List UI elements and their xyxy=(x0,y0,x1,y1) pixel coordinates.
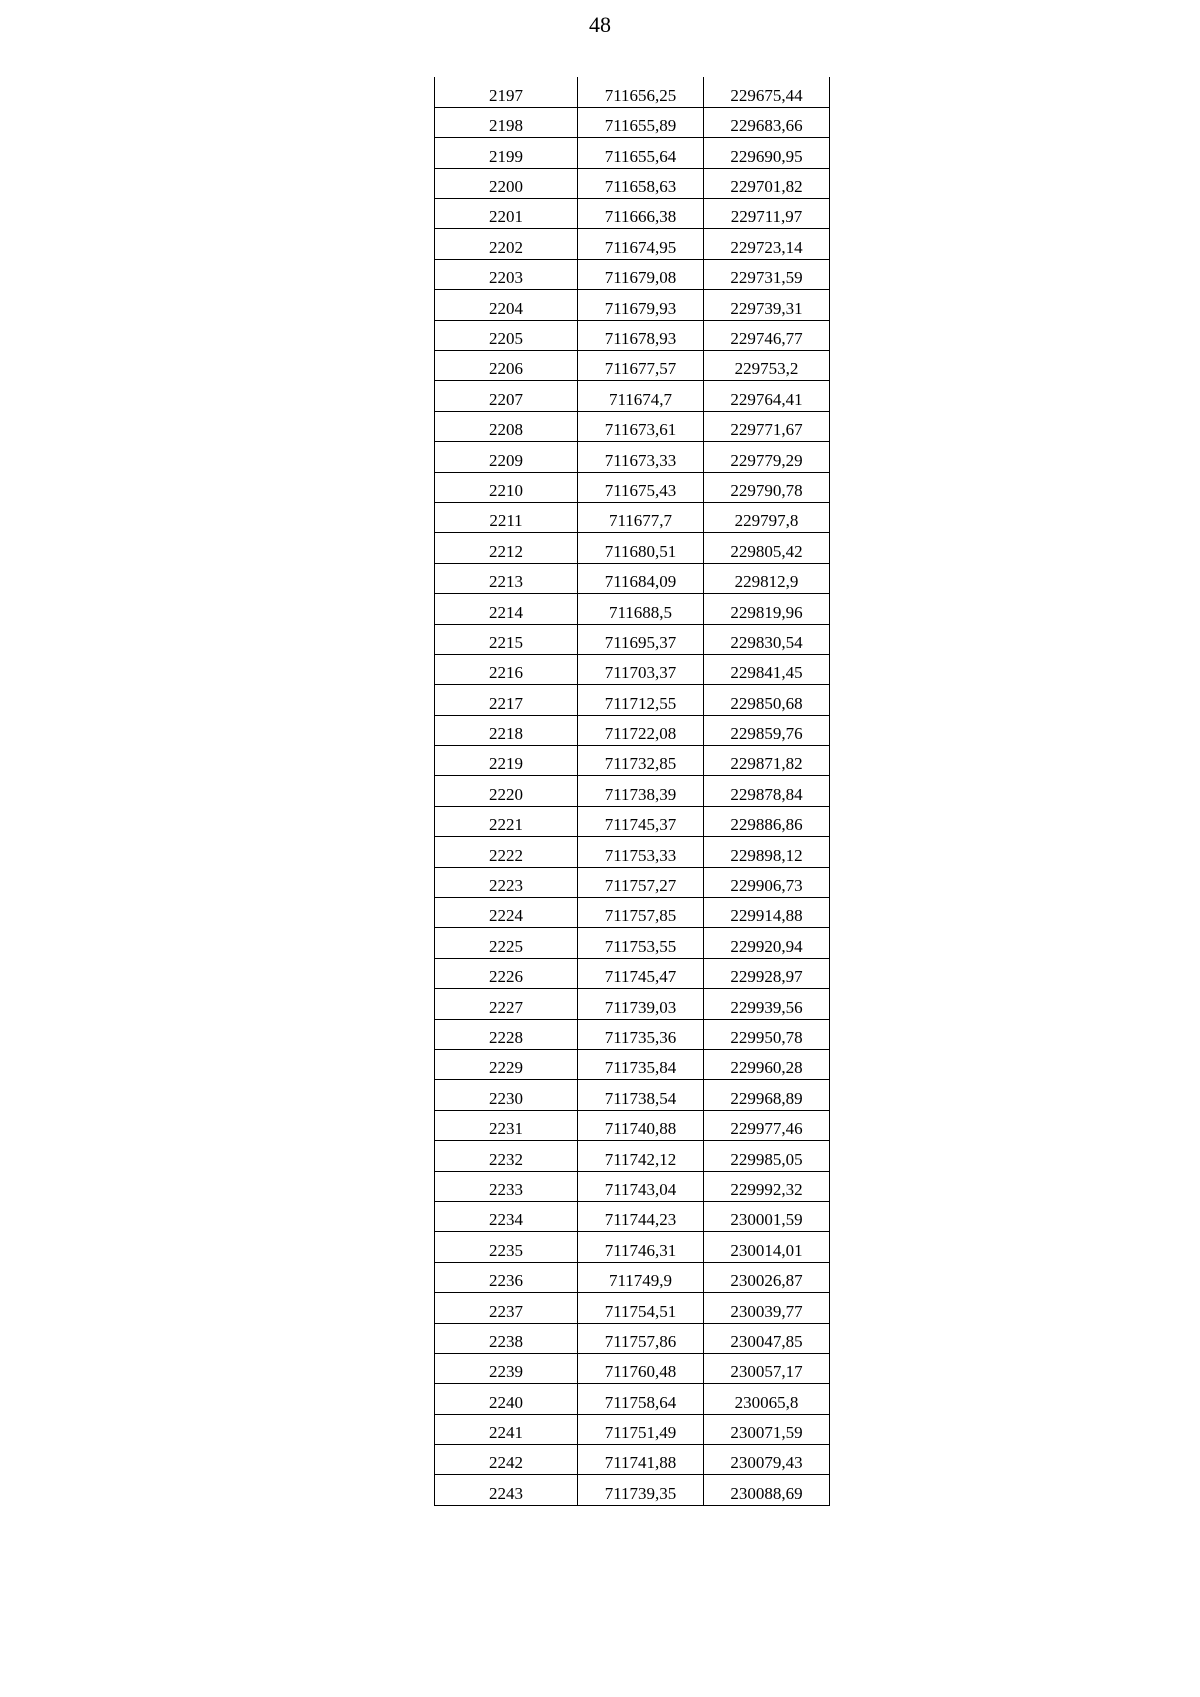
table-row xyxy=(435,1475,830,1505)
x-coordinate-cell: 711757,86 xyxy=(578,1323,704,1353)
x-coordinate-cell: 711673,33 xyxy=(578,442,704,472)
x-coordinate-cell: 711745,47 xyxy=(578,958,704,988)
x-coordinate-cell: 711757,85 xyxy=(578,898,704,928)
x-coordinate-cell: 711743,04 xyxy=(578,1171,704,1201)
x-coordinate-cell: 711753,55 xyxy=(578,928,704,958)
x-coordinate-cell: 711758,64 xyxy=(578,1384,704,1414)
table-row xyxy=(435,898,830,928)
point-number-cell: 2239 xyxy=(435,1353,578,1383)
y-coordinate-cell: 230001,59 xyxy=(704,1201,830,1231)
point-number-cell: 2242 xyxy=(435,1445,578,1475)
point-number-cell: 2228 xyxy=(435,1019,578,1049)
table-row xyxy=(435,867,830,897)
point-number-cell: 2230 xyxy=(435,1080,578,1110)
table-row xyxy=(435,502,830,532)
table-row xyxy=(435,472,830,502)
x-coordinate-cell: 711732,85 xyxy=(578,746,704,776)
y-coordinate-cell: 229950,78 xyxy=(704,1019,830,1049)
y-coordinate-cell: 229711,97 xyxy=(704,199,830,229)
point-number-cell: 2207 xyxy=(435,381,578,411)
x-coordinate-cell: 711754,51 xyxy=(578,1293,704,1323)
x-coordinate-cell: 711658,63 xyxy=(578,168,704,198)
y-coordinate-cell: 229830,54 xyxy=(704,624,830,654)
y-coordinate-cell: 229859,76 xyxy=(704,715,830,745)
point-number-cell: 2227 xyxy=(435,989,578,1019)
point-number-cell: 2205 xyxy=(435,320,578,350)
table-row xyxy=(435,1171,830,1201)
x-coordinate-cell: 711695,37 xyxy=(578,624,704,654)
y-coordinate-cell: 229871,82 xyxy=(704,746,830,776)
table-row xyxy=(435,1414,830,1444)
table-row xyxy=(435,837,830,867)
table-row xyxy=(435,1019,830,1049)
point-number-cell: 2220 xyxy=(435,776,578,806)
x-coordinate-cell: 711678,93 xyxy=(578,320,704,350)
y-coordinate-cell: 229968,89 xyxy=(704,1080,830,1110)
y-coordinate-cell: 229914,88 xyxy=(704,898,830,928)
table-row xyxy=(435,1201,830,1231)
y-coordinate-cell: 229939,56 xyxy=(704,989,830,1019)
x-coordinate-cell: 711735,84 xyxy=(578,1050,704,1080)
y-coordinate-cell: 230065,8 xyxy=(704,1384,830,1414)
point-number-cell: 2201 xyxy=(435,199,578,229)
y-coordinate-cell: 229992,32 xyxy=(704,1171,830,1201)
table-row xyxy=(435,290,830,320)
point-number-cell: 2241 xyxy=(435,1414,578,1444)
point-number-cell: 2203 xyxy=(435,259,578,289)
table-row xyxy=(435,1293,830,1323)
y-coordinate-cell: 229985,05 xyxy=(704,1141,830,1171)
x-coordinate-cell: 711760,48 xyxy=(578,1353,704,1383)
y-coordinate-cell: 229764,41 xyxy=(704,381,830,411)
y-coordinate-cell: 230079,43 xyxy=(704,1445,830,1475)
y-coordinate-cell: 230088,69 xyxy=(704,1475,830,1505)
page-number: 48 xyxy=(589,12,611,37)
x-coordinate-cell: 711757,27 xyxy=(578,867,704,897)
table-row xyxy=(435,594,830,624)
point-number-cell: 2240 xyxy=(435,1384,578,1414)
point-number-cell: 2233 xyxy=(435,1171,578,1201)
table-row xyxy=(435,77,830,107)
table-row xyxy=(435,654,830,684)
x-coordinate-cell: 711738,54 xyxy=(578,1080,704,1110)
table-row xyxy=(435,259,830,289)
y-coordinate-cell: 229920,94 xyxy=(704,928,830,958)
table-row xyxy=(435,168,830,198)
y-coordinate-cell: 229812,9 xyxy=(704,563,830,593)
coordinates-table xyxy=(434,77,830,1506)
table-row xyxy=(435,351,830,381)
x-coordinate-cell: 711666,38 xyxy=(578,199,704,229)
point-number-cell: 2204 xyxy=(435,290,578,320)
point-number-cell: 2235 xyxy=(435,1232,578,1262)
table-row xyxy=(435,715,830,745)
table-row xyxy=(435,806,830,836)
x-coordinate-cell: 711673,61 xyxy=(578,411,704,441)
y-coordinate-cell: 229898,12 xyxy=(704,837,830,867)
x-coordinate-cell: 711744,23 xyxy=(578,1201,704,1231)
y-coordinate-cell: 229771,67 xyxy=(704,411,830,441)
x-coordinate-cell: 711742,12 xyxy=(578,1141,704,1171)
y-coordinate-cell: 229675,44 xyxy=(704,77,830,107)
y-coordinate-cell: 229928,97 xyxy=(704,958,830,988)
point-number-cell: 2238 xyxy=(435,1323,578,1353)
y-coordinate-cell: 229960,28 xyxy=(704,1050,830,1080)
x-coordinate-cell: 711746,31 xyxy=(578,1232,704,1262)
y-coordinate-cell: 229977,46 xyxy=(704,1110,830,1140)
y-coordinate-cell: 229731,59 xyxy=(704,259,830,289)
x-coordinate-cell: 711739,03 xyxy=(578,989,704,1019)
y-coordinate-cell: 229723,14 xyxy=(704,229,830,259)
x-coordinate-cell: 711749,9 xyxy=(578,1262,704,1292)
y-coordinate-cell: 229753,2 xyxy=(704,351,830,381)
table-row xyxy=(435,1445,830,1475)
table-row xyxy=(435,746,830,776)
point-number-cell: 2232 xyxy=(435,1141,578,1171)
table-row xyxy=(435,1262,830,1292)
y-coordinate-cell: 230071,59 xyxy=(704,1414,830,1444)
point-number-cell: 2213 xyxy=(435,563,578,593)
table-row xyxy=(435,320,830,350)
point-number-cell: 2231 xyxy=(435,1110,578,1140)
x-coordinate-cell: 711712,55 xyxy=(578,685,704,715)
x-coordinate-cell: 711741,88 xyxy=(578,1445,704,1475)
coordinates-table-body xyxy=(435,77,830,1505)
point-number-cell: 2219 xyxy=(435,746,578,776)
x-coordinate-cell: 711735,36 xyxy=(578,1019,704,1049)
table-row xyxy=(435,685,830,715)
x-coordinate-cell: 711680,51 xyxy=(578,533,704,563)
table-row xyxy=(435,1080,830,1110)
point-number-cell: 2214 xyxy=(435,594,578,624)
table-row xyxy=(435,989,830,1019)
point-number-cell: 2198 xyxy=(435,107,578,137)
table-row xyxy=(435,1232,830,1262)
table-row xyxy=(435,107,830,137)
point-number-cell: 2218 xyxy=(435,715,578,745)
y-coordinate-cell: 229690,95 xyxy=(704,138,830,168)
point-number-cell: 2216 xyxy=(435,654,578,684)
table-row xyxy=(435,1050,830,1080)
point-number-cell: 2197 xyxy=(435,77,578,107)
x-coordinate-cell: 711675,43 xyxy=(578,472,704,502)
y-coordinate-cell: 230014,01 xyxy=(704,1232,830,1262)
x-coordinate-cell: 711679,93 xyxy=(578,290,704,320)
point-number-cell: 2224 xyxy=(435,898,578,928)
x-coordinate-cell: 711739,35 xyxy=(578,1475,704,1505)
x-coordinate-cell: 711745,37 xyxy=(578,806,704,836)
y-coordinate-cell: 229819,96 xyxy=(704,594,830,624)
table-row xyxy=(435,381,830,411)
y-coordinate-cell: 230039,77 xyxy=(704,1293,830,1323)
point-number-cell: 2208 xyxy=(435,411,578,441)
point-number-cell: 2206 xyxy=(435,351,578,381)
table-row xyxy=(435,1110,830,1140)
x-coordinate-cell: 711740,88 xyxy=(578,1110,704,1140)
table-row xyxy=(435,1384,830,1414)
table-row xyxy=(435,563,830,593)
point-number-cell: 2217 xyxy=(435,685,578,715)
x-coordinate-cell: 711688,5 xyxy=(578,594,704,624)
y-coordinate-cell: 229701,82 xyxy=(704,168,830,198)
table-row xyxy=(435,229,830,259)
point-number-cell: 2202 xyxy=(435,229,578,259)
table-row xyxy=(435,533,830,563)
y-coordinate-cell: 229739,31 xyxy=(704,290,830,320)
x-coordinate-cell: 711677,57 xyxy=(578,351,704,381)
point-number-cell: 2225 xyxy=(435,928,578,958)
table-row xyxy=(435,1141,830,1171)
point-number-cell: 2199 xyxy=(435,138,578,168)
y-coordinate-cell: 230057,17 xyxy=(704,1353,830,1383)
point-number-cell: 2243 xyxy=(435,1475,578,1505)
x-coordinate-cell: 711674,95 xyxy=(578,229,704,259)
x-coordinate-cell: 711684,09 xyxy=(578,563,704,593)
y-coordinate-cell: 229886,86 xyxy=(704,806,830,836)
y-coordinate-cell: 229790,78 xyxy=(704,472,830,502)
y-coordinate-cell: 229805,42 xyxy=(704,533,830,563)
table-row xyxy=(435,138,830,168)
x-coordinate-cell: 711655,89 xyxy=(578,107,704,137)
point-number-cell: 2226 xyxy=(435,958,578,988)
y-coordinate-cell: 229746,77 xyxy=(704,320,830,350)
point-number-cell: 2237 xyxy=(435,1293,578,1323)
table-row xyxy=(435,411,830,441)
y-coordinate-cell: 229797,8 xyxy=(704,502,830,532)
y-coordinate-cell: 229878,84 xyxy=(704,776,830,806)
y-coordinate-cell: 229779,29 xyxy=(704,442,830,472)
y-coordinate-cell: 230047,85 xyxy=(704,1323,830,1353)
x-coordinate-cell: 711722,08 xyxy=(578,715,704,745)
point-number-cell: 2234 xyxy=(435,1201,578,1231)
y-coordinate-cell: 229683,66 xyxy=(704,107,830,137)
x-coordinate-cell: 711656,25 xyxy=(578,77,704,107)
x-coordinate-cell: 711679,08 xyxy=(578,259,704,289)
x-coordinate-cell: 711738,39 xyxy=(578,776,704,806)
point-number-cell: 2221 xyxy=(435,806,578,836)
point-number-cell: 2200 xyxy=(435,168,578,198)
table-row xyxy=(435,1323,830,1353)
y-coordinate-cell: 229841,45 xyxy=(704,654,830,684)
x-coordinate-cell: 711677,7 xyxy=(578,502,704,532)
point-number-cell: 2222 xyxy=(435,837,578,867)
point-number-cell: 2223 xyxy=(435,867,578,897)
table-row xyxy=(435,442,830,472)
table-row xyxy=(435,928,830,958)
table-row xyxy=(435,199,830,229)
point-number-cell: 2215 xyxy=(435,624,578,654)
table-row xyxy=(435,958,830,988)
x-coordinate-cell: 711655,64 xyxy=(578,138,704,168)
point-number-cell: 2209 xyxy=(435,442,578,472)
x-coordinate-cell: 711751,49 xyxy=(578,1414,704,1444)
x-coordinate-cell: 711674,7 xyxy=(578,381,704,411)
table-row xyxy=(435,1353,830,1383)
point-number-cell: 2211 xyxy=(435,502,578,532)
point-number-cell: 2212 xyxy=(435,533,578,563)
y-coordinate-cell: 229850,68 xyxy=(704,685,830,715)
x-coordinate-cell: 711703,37 xyxy=(578,654,704,684)
table-row xyxy=(435,776,830,806)
table-row xyxy=(435,624,830,654)
y-coordinate-cell: 230026,87 xyxy=(704,1262,830,1292)
x-coordinate-cell: 711753,33 xyxy=(578,837,704,867)
point-number-cell: 2210 xyxy=(435,472,578,502)
y-coordinate-cell: 229906,73 xyxy=(704,867,830,897)
point-number-cell: 2236 xyxy=(435,1262,578,1292)
point-number-cell: 2229 xyxy=(435,1050,578,1080)
